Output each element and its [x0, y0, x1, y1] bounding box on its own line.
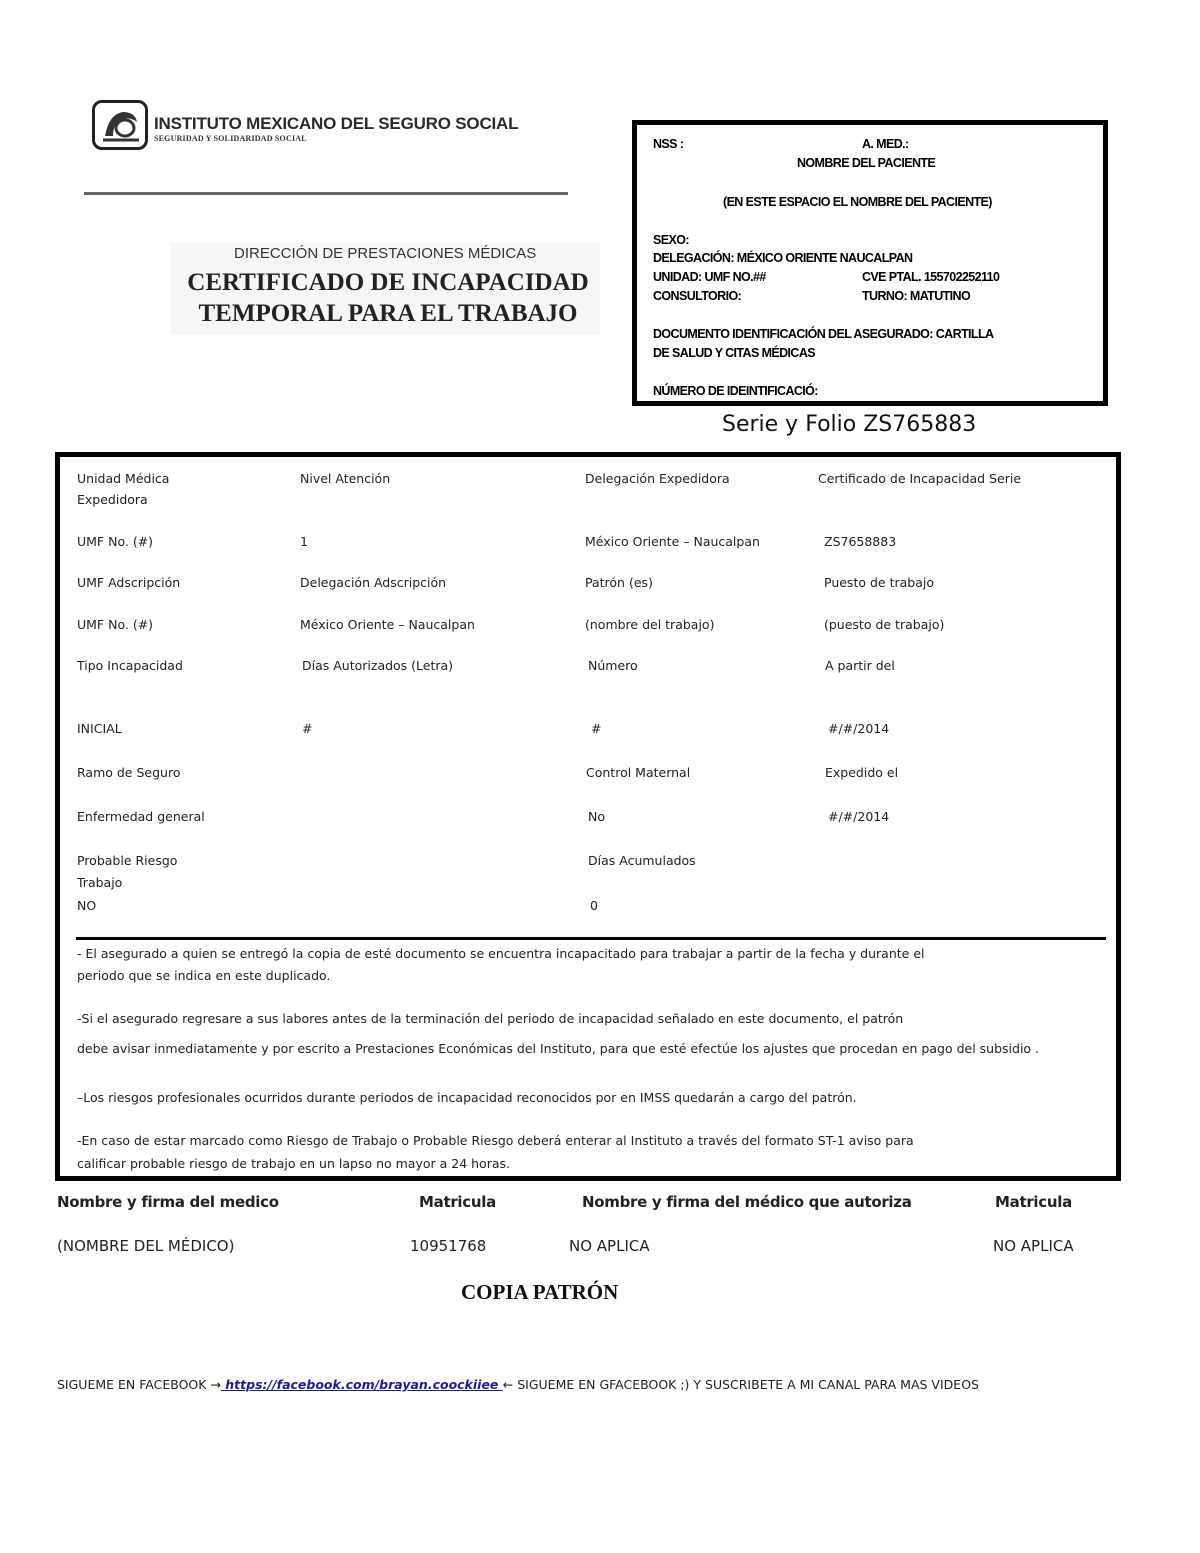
- office-label: CONSULTORIO:: [653, 289, 742, 303]
- umf-adscription-label: UMF Adscripción: [77, 575, 181, 590]
- number-value: #: [591, 721, 602, 736]
- title-line-1: CERTIFICADO DE INCAPACIDAD: [187, 269, 589, 296]
- employer-value: (nombre del trabajo): [585, 617, 715, 632]
- issuing-delegation-label: Delegación Expedidora: [585, 471, 730, 486]
- footer-promo: [57, 1377, 979, 1392]
- unit-label: UNIDAD: UMF NO.##: [653, 270, 766, 284]
- note-4-line-2: calificar probable riesgo de trabajo en un lapso no mayor a 24 horas.: [77, 1156, 510, 1171]
- serie-folio: Serie y Folio ZS765883: [722, 412, 977, 437]
- maternal-control-label: Control Maternal: [586, 765, 691, 780]
- umf-number-value-2: UMF No. (#): [77, 617, 154, 632]
- start-date-value: #/#/2014: [828, 721, 890, 736]
- employer-label: Patrón (es): [585, 575, 653, 590]
- copy-label: COPIA PATRÓN: [461, 1280, 619, 1304]
- direction-label: DIRECCIÓN DE PRESTACIONES MÉDICAS: [234, 245, 537, 262]
- delegation-adscription-value: México Oriente – Naucalpan: [300, 617, 475, 632]
- doctor-signature-label: Nombre y firma del medico: [57, 1193, 279, 1211]
- title-block: [170, 243, 600, 335]
- note-3: –Los riesgos profesionales ocurridos durante periodos de incapacidad reconocidos por en IMSS quedarán a cargo del patrón.: [77, 1090, 857, 1105]
- authorized-days-label: Días Autorizados (Letra): [302, 658, 454, 673]
- shift-label: TURNO: MATUTINO: [862, 289, 971, 303]
- a-med-label: A. MED.:: [862, 137, 909, 151]
- probable-risk-label-1: Probable Riesgo: [77, 853, 178, 868]
- doctor-name-value: (NOMBRE DEL MÉDICO): [57, 1237, 235, 1255]
- job-position-value: (puesto de trabajo): [824, 617, 945, 632]
- authorized-days-value: #: [302, 721, 313, 736]
- registration-label-2: Matricula: [995, 1193, 1072, 1211]
- note-1-line-2: periodo que se indica en este duplicado.: [77, 968, 331, 983]
- probable-risk-label-2: Trabajo: [77, 875, 123, 890]
- unit-expedidora-label-2: Expedidora: [77, 492, 148, 507]
- patient-name-label: NOMBRE DEL PACIENTE: [797, 156, 936, 170]
- registration-value-2: NO APLICA: [993, 1237, 1074, 1255]
- id-document-line-2: DE SALUD Y CITAS MÉDICAS: [653, 346, 816, 360]
- certificate-series-label: Certificado de Incapacidad Serie: [818, 471, 1022, 486]
- patient-name-placeholder: (EN ESTE ESPACIO EL NOMBRE DEL PACIENTE): [723, 195, 992, 209]
- imss-emblem-icon: [92, 100, 148, 150]
- issued-date-label: Expedido el: [825, 765, 899, 780]
- nss-label: NSS :: [653, 137, 684, 151]
- certificate-series-value: ZS7658883: [824, 534, 897, 549]
- start-date-label: A partir del: [825, 658, 895, 673]
- probable-risk-value: NO: [77, 898, 97, 913]
- accumulated-days-label: Días Acumulados: [588, 853, 696, 868]
- certificate-details-box: [55, 452, 1121, 1181]
- note-1-line-1: - El asegurado a quien se entregó la copia de esté documento se encuentra incapacitado para trabajar a partir de la fecha y durante el: [77, 946, 925, 961]
- id-number-label: NÚMERO DE IDEINTIFICACIÓ:: [653, 384, 818, 398]
- title-line-2: TEMPORAL PARA EL TRABAJO: [198, 300, 578, 327]
- umf-number-value-1: UMF No. (#): [77, 534, 154, 549]
- header-divider: [84, 192, 568, 195]
- issued-date-value: #/#/2014: [828, 809, 890, 824]
- footer-prefix: SIGUEME EN FACEBOOK →: [57, 1377, 221, 1392]
- registration-label-1: Matricula: [419, 1193, 496, 1211]
- patient-info-box: [632, 120, 1108, 406]
- accumulated-days-value: 0: [590, 898, 598, 913]
- delegation-adscription-label: Delegación Adscripción: [300, 575, 447, 590]
- insurance-branch-value: Enfermedad general: [77, 809, 205, 824]
- attention-level-value: 1: [300, 534, 308, 549]
- maternal-control-value: No: [588, 809, 605, 824]
- unit-expedidora-label-1: Unidad Médica: [77, 471, 170, 486]
- incapacity-type-label: Tipo Incapacidad: [77, 658, 183, 673]
- cve-ptal-label: CVE PTAL. 155702252110: [862, 270, 1000, 284]
- delegation-label: DELEGACIÓN: MÉXICO ORIENTE NAUCALPAN: [653, 251, 913, 265]
- institute-name: INSTITUTO MEXICANO DEL SEGURO SOCIAL: [154, 114, 519, 133]
- registration-value-1: 10951768: [410, 1237, 487, 1255]
- job-position-label: Puesto de trabajo: [824, 575, 934, 590]
- authorizing-doctor-value: NO APLICA: [569, 1237, 650, 1255]
- note-4-line-1: -En caso de estar marcado como Riesgo de Trabajo o Probable Riesgo deberá enterar al Instituto a través del formato ST-1 aviso para: [77, 1133, 914, 1148]
- number-label: Número: [588, 658, 638, 673]
- note-2-line-2: debe avisar inmediatamente y por escrito a Prestaciones Económicas del Instituto, para que esté efectúe los ajustes que procedan en pago del subsidio .: [77, 1041, 1040, 1056]
- sex-label: SEXO:: [653, 233, 689, 247]
- authorizing-doctor-label: Nombre y firma del médico que autoriza: [582, 1193, 912, 1211]
- certificate-title: [178, 267, 598, 329]
- imss-logo: [92, 100, 519, 156]
- note-2-line-1: -Si el asegurado regresare a sus labores antes de la terminación del periodo de incapacidad señalado en este documento, el patrón: [77, 1011, 904, 1026]
- insurance-branch-label: Ramo de Seguro: [77, 765, 181, 780]
- attention-level-label: Nivel Atención: [300, 471, 391, 486]
- notes-divider: [76, 937, 1106, 940]
- institute-tagline: SEGURIDAD Y SOLIDARIDAD SOCIAL: [154, 134, 307, 143]
- id-document-line-1: DOCUMENTO IDENTIFICACIÓN DEL ASEGURADO: CARTILLA: [653, 327, 994, 341]
- facebook-link[interactable]: https://facebook.com/brayan.coockiiee: [220, 1377, 503, 1392]
- incapacity-type-value: INICIAL: [77, 721, 122, 736]
- issuing-delegation-value: México Oriente – Naucalpan: [585, 534, 760, 549]
- footer-suffix: ← SIGUEME EN GFACEBOOK ;) Y SUSCRIBETE A MI CANAL PARA MAS VIDEOS: [502, 1377, 979, 1392]
